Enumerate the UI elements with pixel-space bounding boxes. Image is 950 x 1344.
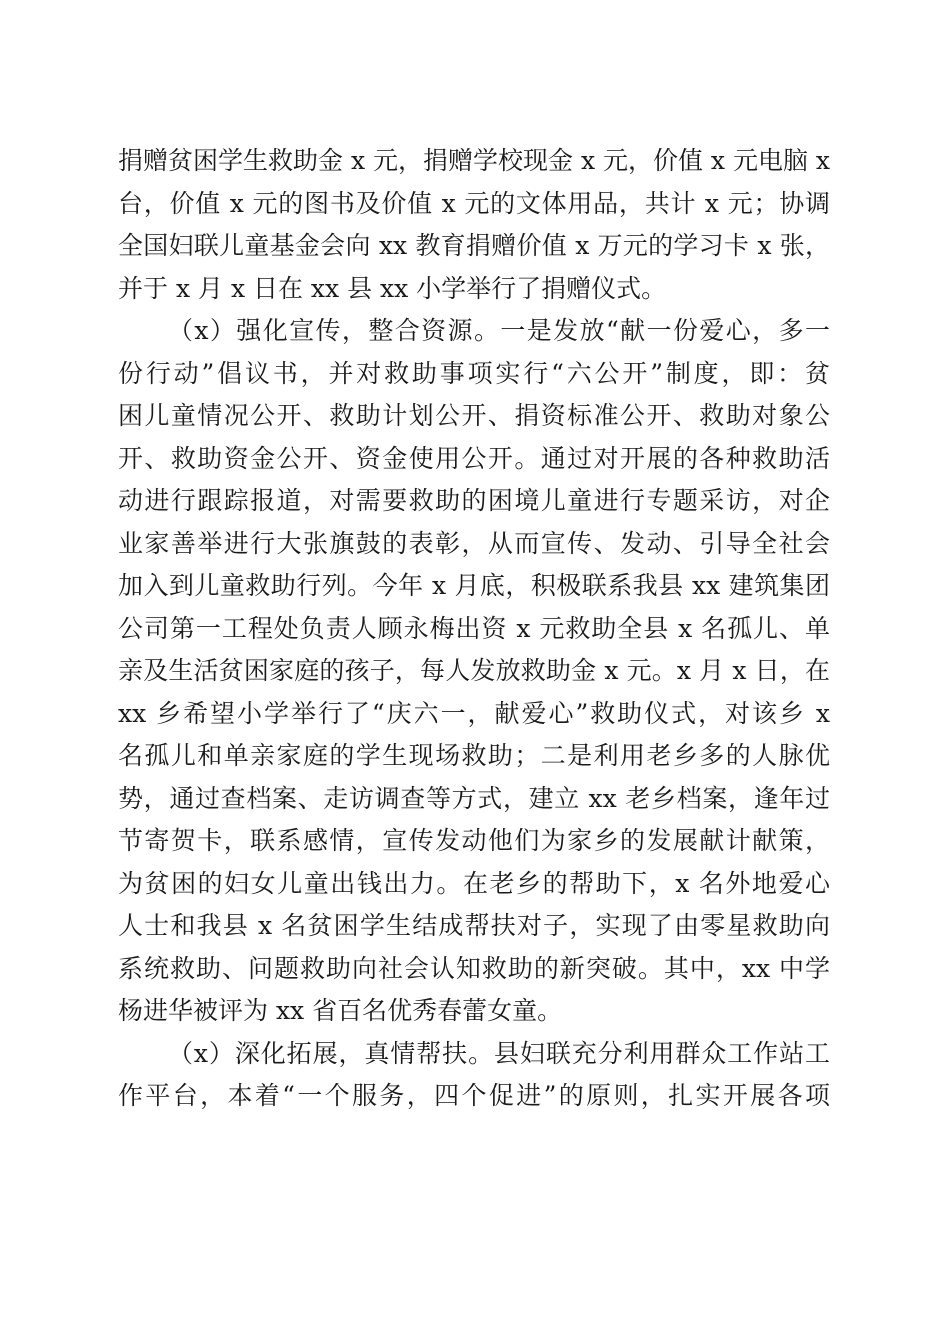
- text-line: 台，价值 x 元的图书及价值 x 元的文体用品，共计 x 元；协调: [118, 188, 830, 218]
- text-line: 节寄贺卡，联系感情，宣传发动他们为家乡的发展献计献策，: [118, 826, 830, 855]
- text-line: 业家善举进行大张旗鼓的表彰，从而宣传、发动、引导全社会: [118, 528, 830, 558]
- text-line: 份行动”倡议书，并对救助事项实行“六公开”制度，即：贫: [118, 358, 830, 388]
- document-body: [118, 140, 830, 1118]
- text-line: 亲及生活贫困家庭的孩子，每人发放救助金 x 元。x 月 x 日，在: [118, 656, 830, 685]
- text-line: 捐赠贫困学生救助金 x 元，捐赠学校现金 x 元，价值 x 元电脑 x: [118, 146, 830, 175]
- text-line: 人士和我县 x 名贫困学生结成帮扶对子，实现了由零星救助向: [118, 911, 830, 940]
- text-line: 杨进华被评为 xx 省百名优秀春蕾女童。: [118, 996, 563, 1025]
- text-line: 开、救助资金公开、资金使用公开。通过对开展的各种救助活: [118, 443, 830, 473]
- text-line: （x）深化拓展，真情帮扶。县妇联充分利用群众工作站工: [168, 1038, 830, 1068]
- text-line: 并于 x 月 x 日在 xx 县 xx 小学举行了捐赠仪式。: [118, 273, 667, 303]
- text-line: 为贫困的妇女儿童出钱出力。在老乡的帮助下，x 名外地爱心: [118, 868, 830, 898]
- text-line: 动进行跟踪报道，对需要救助的困境儿童进行专题采访，对企: [118, 486, 830, 515]
- text-line: 公司第一工程处负责人顾永梅出资 x 元救助全县 x 名孤儿、单: [118, 613, 830, 643]
- text-line: 名孤儿和单亲家庭的学生现场救助；二是利用老乡多的人脉优: [118, 741, 830, 770]
- paragraph-donations: [118, 140, 830, 310]
- text-line: 全国妇联儿童基金会向 xx 教育捐赠价值 x 万元的学习卡 x 张，: [118, 231, 830, 260]
- text-line: 系统救助、问题救助向社会认知救助的新突破。其中，xx 中学: [118, 953, 830, 983]
- text-line: 困儿童情况公开、救助计划公开、捐资标准公开、救助对象公: [118, 401, 830, 430]
- text-line: 加入到儿童救助行列。今年 x 月底，积极联系我县 xx 建筑集团: [118, 571, 830, 600]
- text-line: 势，通过查档案、走访调查等方式，建立 xx 老乡档案，逢年过: [118, 783, 830, 813]
- text-line: 作平台，本着“一个服务，四个促进”的原则，扎实开展各项: [118, 1081, 830, 1110]
- text-line: xx 乡希望小学举行了“庆六一，献爱心”救助仪式，对该乡 x: [118, 698, 830, 728]
- paragraph-assistance: [118, 1033, 830, 1118]
- text-line: （x）强化宣传，整合资源。一是发放“献一份爱心，多一: [168, 316, 830, 345]
- paragraph-publicity: [118, 310, 830, 1033]
